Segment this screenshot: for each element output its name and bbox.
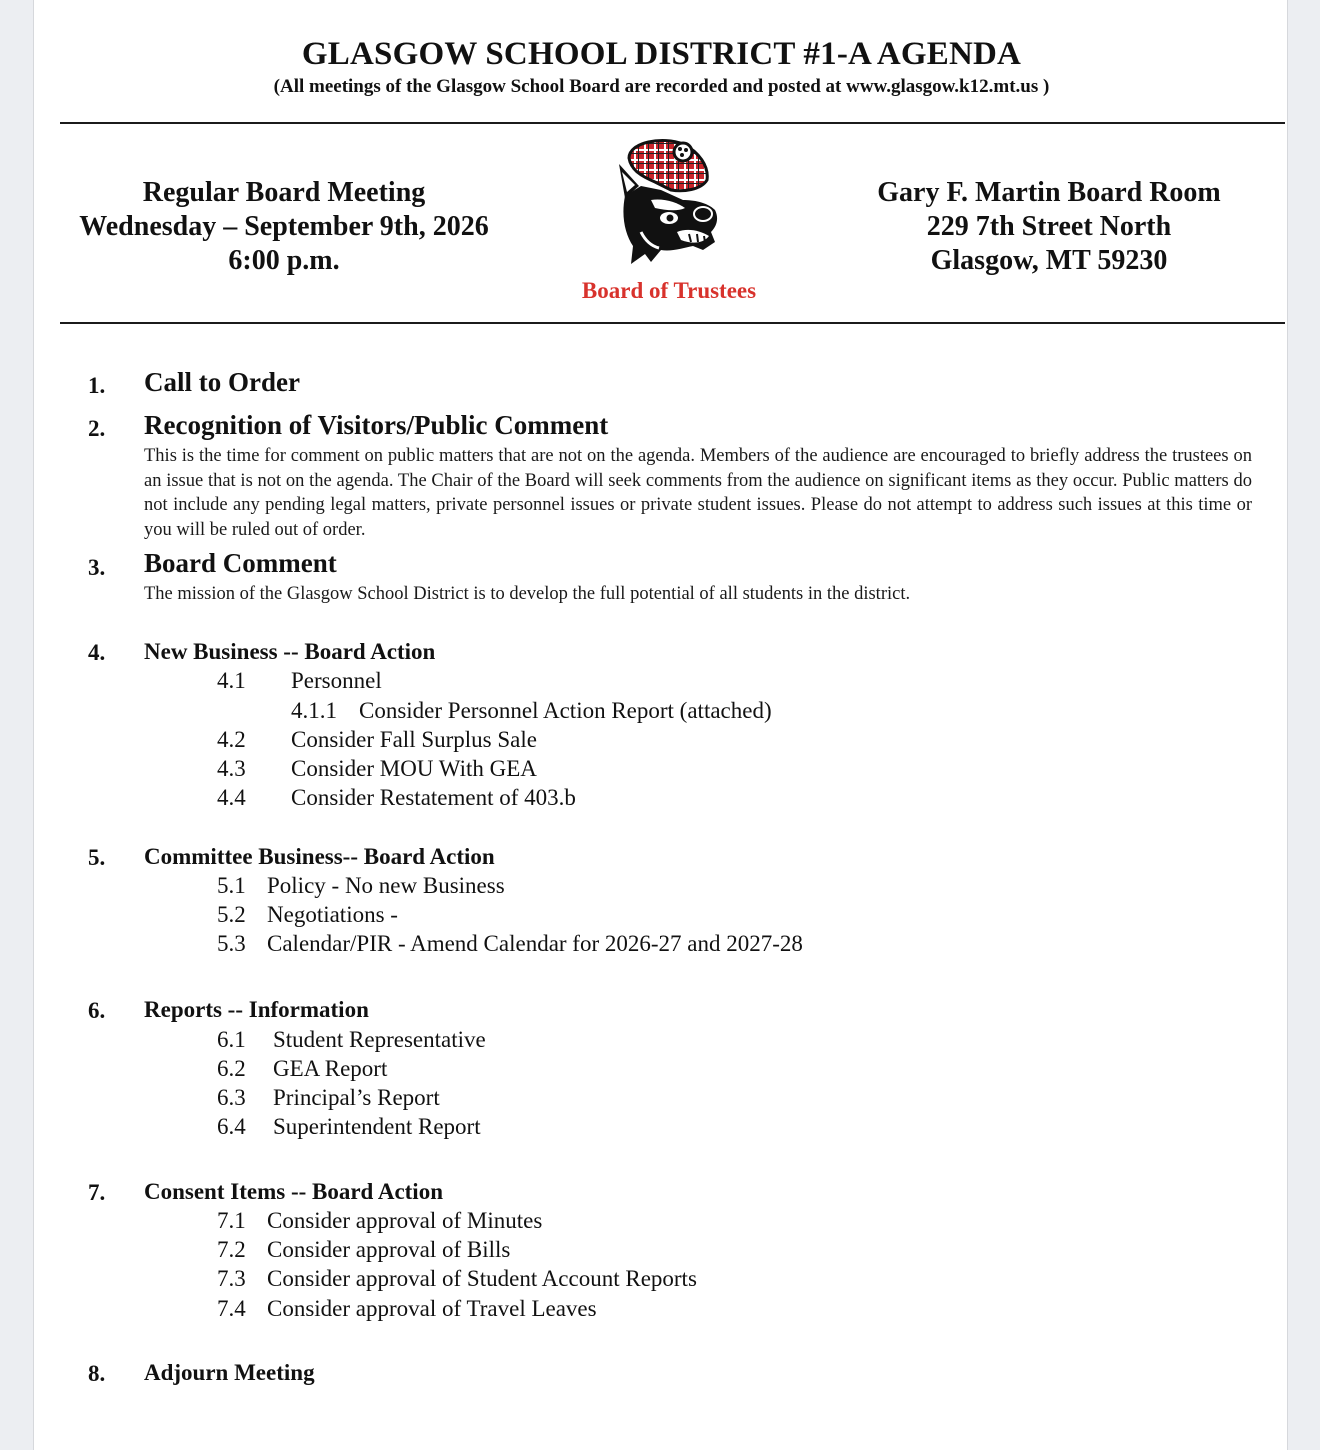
logo-caption: Board of Trustees <box>581 278 757 303</box>
top-divider <box>60 122 1285 124</box>
meeting-time: 6:00 p.m. <box>228 245 340 276</box>
item-title-consent-items: Consent Items -- Board Action <box>144 1179 443 1204</box>
subitem-negotiations: Negotiations - <box>267 902 398 927</box>
subitem-number: 7.3 <box>217 1266 246 1291</box>
subitem-policy: Policy - No new Business <box>267 873 505 898</box>
item-title-adjourn: Adjourn Meeting <box>144 1360 315 1385</box>
item-number: 3. <box>88 555 106 580</box>
item-title-board-comment: Board Comment <box>144 548 337 578</box>
subitem-number: 5.2 <box>217 902 246 927</box>
subitem-number: 4.2 <box>217 727 246 752</box>
subitem-approval-bills: Consider approval of Bills <box>267 1237 511 1262</box>
item-title-new-business: New Business -- Board Action <box>144 639 436 664</box>
subitem-number: 4.1.1 <box>291 698 337 723</box>
subitem-number: 5.3 <box>217 931 246 956</box>
location-info <box>819 176 1279 278</box>
meeting-type: Regular Board Meeting <box>142 177 426 208</box>
document-subtitle: (All meetings of the Glasgow School Board are recorded and posted at www.glasgow.k12.mt.us ) <box>273 76 1050 97</box>
subitem-approval-student-accounts: Consider approval of Student Account Reports <box>267 1266 697 1291</box>
item-number: 8. <box>88 1361 106 1386</box>
header-divider <box>60 322 1285 324</box>
item-number: 5. <box>88 845 106 870</box>
subitem-number: 7.2 <box>217 1237 246 1262</box>
meeting-date: Wednesday – September 9th, 2026 <box>79 211 489 242</box>
item-title-reports: Reports -- Information <box>144 997 369 1022</box>
subitem-principals-report: Principal’s Report <box>273 1085 440 1110</box>
agenda-page <box>33 0 1288 1450</box>
subitem-personnel-action-report: Consider Personnel Action Report (attached) <box>359 698 772 723</box>
board-comment-description: The mission of the Glasgow School District is to develop the full potential of all students in the district. <box>144 584 911 604</box>
subitem-number: 4.3 <box>217 756 246 781</box>
item-number: 2. <box>88 416 106 441</box>
subitem-approval-travel-leaves: Consider approval of Travel Leaves <box>267 1296 597 1321</box>
subitem-number: 4.4 <box>217 785 246 810</box>
subitem-number: 5.1 <box>217 873 246 898</box>
subitem-number: 7.4 <box>217 1296 246 1321</box>
item-number: 6. <box>88 998 106 1023</box>
location-city: Glasgow, MT 59230 <box>930 245 1168 276</box>
subitem-number: 7.1 <box>217 1208 246 1233</box>
subitem-calendar-pir: Calendar/PIR - Amend Calendar for 2026-27 and 2027-28 <box>267 931 803 956</box>
subitem-superintendent-report: Superintendent Report <box>273 1114 481 1139</box>
subitem-gea-report: GEA Report <box>273 1056 388 1081</box>
subitem-number: 6.4 <box>217 1114 246 1139</box>
location-street: 229 7th Street North <box>926 211 1172 242</box>
meeting-info <box>54 176 514 278</box>
public-comment-description: This is the time for comment on public matters that are not on the agenda. Members of the audience are encouraged to briefly address the trustees on an issue that is not on the agenda. The Chair of the Board will seek comments from the audience on significant items as they occur. Public matters do not include any pending legal matters, private personnel issues or private student issues. Please do not attempt to address such issues at this time or you will be ruled out of order. <box>144 446 1252 540</box>
subitem-approval-minutes: Consider approval of Minutes <box>267 1208 543 1233</box>
scottie-dog-mascot-icon <box>611 136 727 272</box>
item-title-public-comment: Recognition of Visitors/Public Comment <box>144 410 609 440</box>
subitem-number: 6.2 <box>217 1056 246 1081</box>
item-title-call-to-order: Call to Order <box>144 367 300 397</box>
item-number: 4. <box>88 640 106 665</box>
item-number: 1. <box>88 373 106 398</box>
subitem-fall-surplus-sale: Consider Fall Surplus Sale <box>291 727 537 752</box>
location-room: Gary F. Martin Board Room <box>877 177 1221 208</box>
item-title-committee-business: Committee Business-- Board Action <box>144 844 495 869</box>
subitem-number: 6.3 <box>217 1085 246 1110</box>
subitem-number: 4.1 <box>217 668 246 693</box>
subitem-number: 6.1 <box>217 1027 246 1052</box>
subitem-personnel: Personnel <box>291 668 382 693</box>
subitem-student-representative: Student Representative <box>273 1027 486 1052</box>
document-title: GLASGOW SCHOOL DISTRICT #1-A AGENDA <box>301 36 1022 72</box>
subitem-mou-gea: Consider MOU With GEA <box>291 756 537 781</box>
item-number: 7. <box>88 1180 106 1205</box>
subitem-restatement-403b: Consider Restatement of 403.b <box>291 785 576 810</box>
